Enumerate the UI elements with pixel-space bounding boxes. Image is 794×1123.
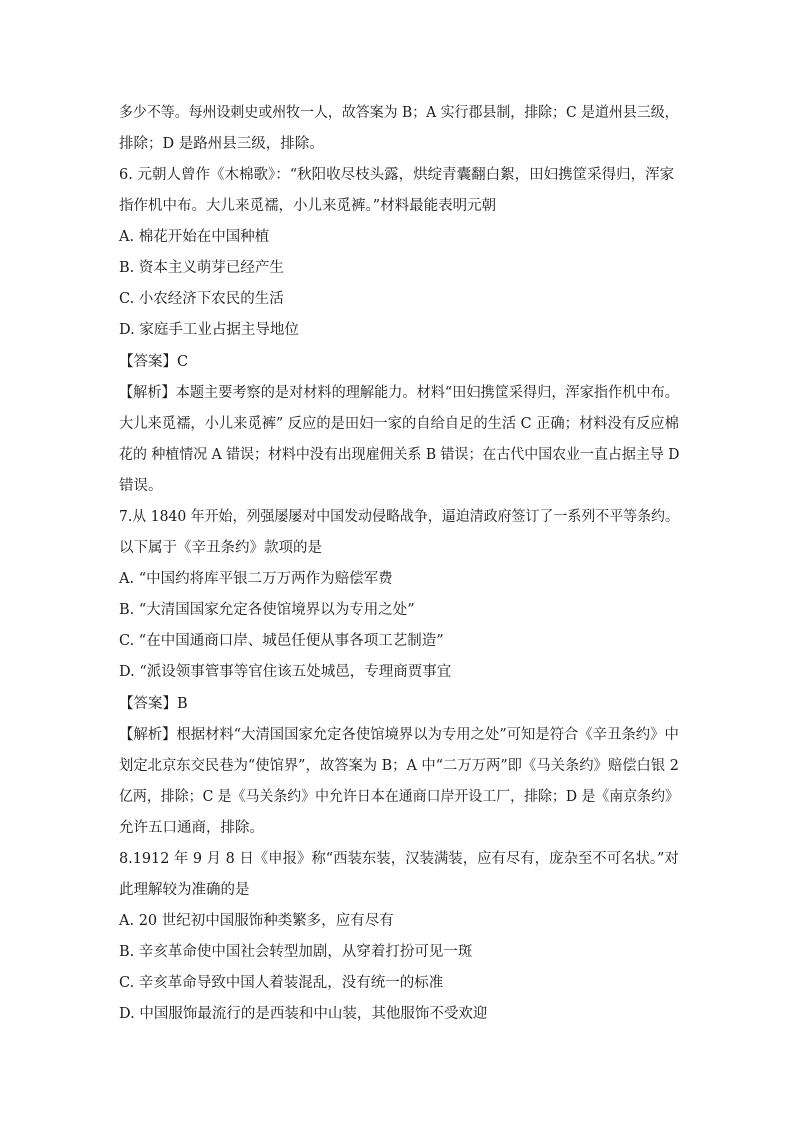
option-c: C. 小农经济下农民的生活 xyxy=(119,291,284,307)
option-d: D. “派设领事管事等官住该五处城邑，专理商贾事宜 xyxy=(119,664,452,680)
option-d: D. 家庭手工业占据主导地位 xyxy=(119,322,299,338)
text-line: 排除；D 是路州县三级，排除。 xyxy=(119,136,324,152)
option-d: D. 中国服饰最流行的是西装和中山装，其他服饰不受欢迎 xyxy=(119,1006,488,1022)
option-b: B. “大清国国家允定各使馆境界以为专用之处” xyxy=(119,602,415,618)
question-6-stem: 6. 元朝人曾作《木棉歌》：“秋阳收尽枝头露，烘绽青囊翻白絮，田妇携筐采得归，浑家 xyxy=(119,167,675,183)
option-a: A. “中国约将库平银二万万两作为赔偿军费 xyxy=(119,571,393,587)
option-c: C. 辛亥革命导致中国人着装混乱，没有统一的标准 xyxy=(119,975,444,991)
text-line: 多少不等。每州设刺史或州牧一人，故答案为 B；A 实行郡县制，排除；C 是道州县三级， xyxy=(119,105,679,121)
explanation-line: 大儿来觅襦，小儿来觅裤” 反应的是田妇一家的自给自足的生活 C 正确；材料没有反应棉 xyxy=(119,416,679,432)
option-b: B. 资本主义萌芽已经产生 xyxy=(119,260,284,276)
answer-label: 【答案】C xyxy=(119,354,189,370)
explanation-line: 【解析】根据材料“大清国国家允定各使馆境界以为专用之处”可知是符合《辛丑条约》中 xyxy=(119,727,679,743)
question-6-stem: 指作机中布。大儿来觅襦，小儿来觅裤。”材料最能表明元朝 xyxy=(119,198,497,214)
explanation-line: 允许五口通商，排除。 xyxy=(119,820,264,836)
explanation-line: 划定北京东交民巷为“使馆界”，故答案为 B；A 中“二万万两”即《马关条约》赔偿白银 2 xyxy=(119,758,679,774)
explanation-line: 花的 种植情况 A 错误；材料中没有出现雇佣关系 B 错误；在古代中国农业一直占据主导 D xyxy=(119,447,680,463)
answer-label: 【答案】B xyxy=(119,696,188,712)
question-8-stem: 此理解较为准确的是 xyxy=(119,882,250,898)
question-8-stem: 8.1912 年 9 月 8 日《申报》称“西装东装，汉装满装，应有尽有，庞杂至不可名状。”对 xyxy=(119,851,679,867)
option-c: C. “在中国通商口岸、城邑任便从事各项工艺制造” xyxy=(119,633,444,649)
explanation-line: 【解析】本题主要考察的是对材料的理解能力。材料“田妇携筐采得归，浑家指作机中布。 xyxy=(119,385,679,401)
explanation-line: 错误。 xyxy=(119,478,163,494)
option-a: A. 20 世纪初中国服饰种类繁多，应有尽有 xyxy=(119,913,394,929)
option-a: A. 棉花开始在中国种植 xyxy=(119,229,270,245)
question-7-stem: 7.从 1840 年开始，列强屡屡对中国发动侵略战争，逼迫清政府签订了一系列不平等条约。 xyxy=(119,509,679,525)
question-7-stem: 以下属于《辛丑条约》款项的是 xyxy=(119,540,322,556)
explanation-line: 亿两，排除；C 是《马关条约》中允许日本在通商口岸开设工厂，排除；D 是《南京条约》 xyxy=(119,789,679,805)
option-b: B. 辛亥革命使中国社会转型加剧，从穿着打扮可见一斑 xyxy=(119,944,473,960)
